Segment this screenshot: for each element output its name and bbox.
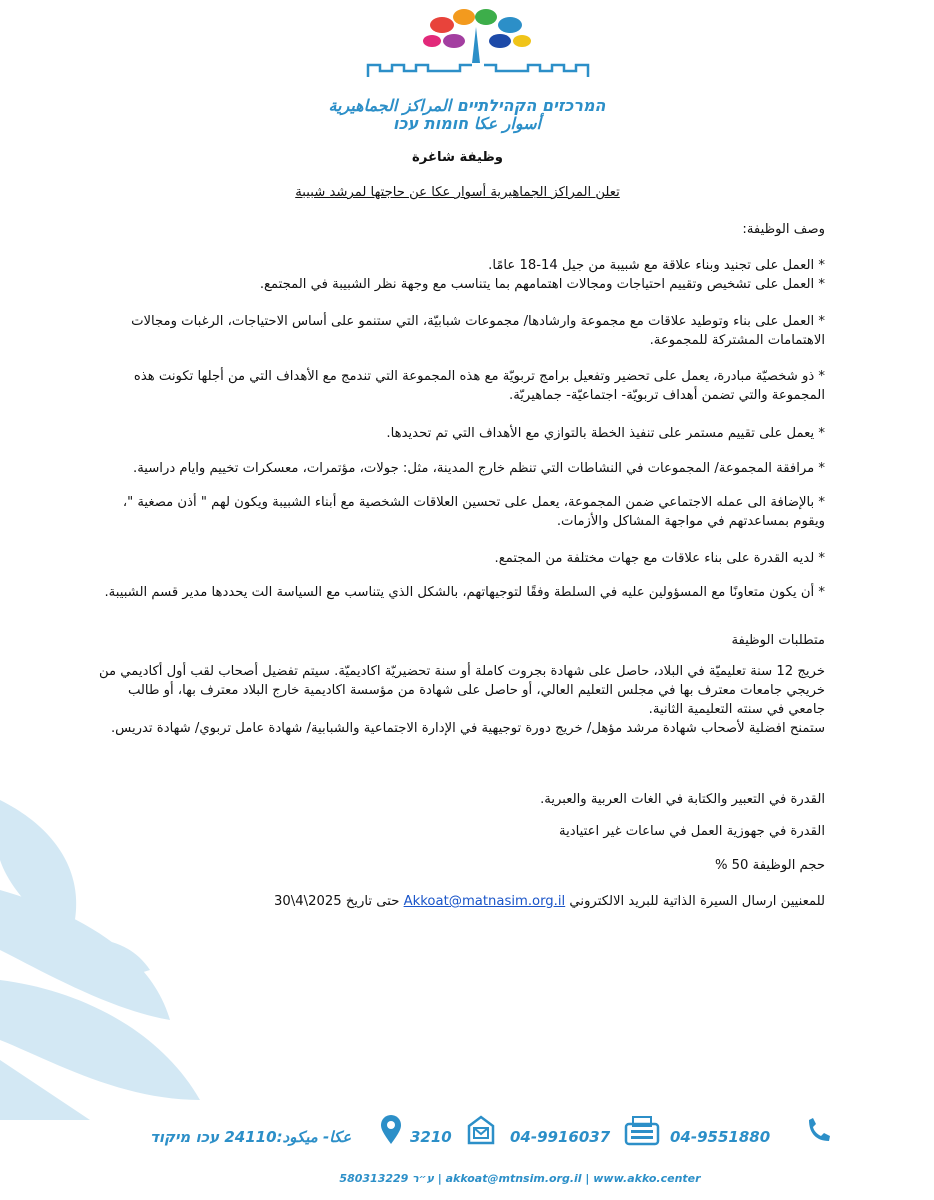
- footer-fax: 04-9916037: [510, 1128, 611, 1146]
- apply-deadline: حتى تاريخ 2025\4\30: [274, 894, 400, 909]
- description-item-8: * لديه القدرة على بناء علاقات مع جهات مختلفة من المجتمع.: [494, 551, 825, 566]
- doc-subtitle: تعلن المراكز الجماهيرية أسوار عكا عن حاجتها لمرشد شبيبة: [295, 185, 620, 200]
- description-heading: وصف الوظيفة:: [742, 222, 825, 237]
- description-item-5: * يعمل على تقييم مستمر على تنفيذ الخطة بالتوازي مع الأهداف التي تم تحديدها.: [386, 426, 825, 441]
- doc-title-block: [90, 148, 825, 167]
- requirements-heading: متطلبات الوظيفة: [731, 633, 825, 648]
- footer-pobox: 3210: [410, 1128, 452, 1146]
- apply-text: للمعنيين ارسال السيرة الذاتية للبريد الالكتروني: [569, 894, 825, 909]
- phone-icon: [805, 1114, 833, 1144]
- description-item-9: * أن يكون متعاونًا مع المسؤولين عليه في السلطة وفقًا لتوجيهاتهم، بالشكل الذي يتناسب مع السياسة الت يحددها مدير قسم الشبيبة.: [104, 585, 825, 600]
- org-name-line1: המרכזים הקהילתיים المراكز الجماهيرية: [328, 96, 606, 115]
- footer-address: عكا- ميكود:24110 עכו מיקוד: [150, 1128, 352, 1146]
- footer-phone: 04-9551880: [670, 1128, 771, 1146]
- requirement-5: حجم الوظيفة 50 %: [714, 858, 825, 873]
- requirement-3: القدرة في التعبير والكتابة في الغات العربية والعبرية.: [540, 792, 825, 807]
- mailbox-icon: [465, 1114, 497, 1146]
- org-name-line2: أسوار عكا חומות עכו: [393, 114, 541, 133]
- doc-title: وظيفة شاغرة: [412, 150, 503, 165]
- org-logo: [360, 5, 600, 80]
- decorative-watermark: [0, 800, 240, 1120]
- requirement-2: ستمنح افضلية لأصحاب شهادة مرشد مؤهل/ خريج دورة توجيهية في الإدارة الاجتماعية والشبابية/ شهادة عامل تربوي/ شهادة تدريس.: [110, 721, 825, 736]
- location-pin-icon: [378, 1114, 404, 1146]
- description-item-4: * ذو شخصيّة مبادرة، يعمل على تحضير وتفعيل برامج تربويّة مع هذه المجموعة التي تندمج مع الأهداف التي من أجلها تكونت هذه المجموعة والتي تضمن أهداف تربويّة- اجتماعيّة- جماهيريّة.: [133, 369, 825, 403]
- description-item-6: * مرافقة المجموعة/ المجموعات في النشاطات التي تنظم خارج المدينة، مثل: جولات، مؤتمرات، معسكرات تخييم وايام دراسية.: [133, 461, 825, 476]
- description-item-7: * بالإضافة الى عمله الاجتماعي ضمن المجموعة، يعمل على تحسين العلاقات الشخصية مع أبناء الشبيبة ويكون لهم " أذن مصغية "، ويقوم بمساعدتهم في مواجهة المشاكل والأزمات.: [122, 495, 825, 529]
- requirement-1: خريج 12 سنة تعليميّة في البلاد، حاصل على شهادة بجروت كاملة أو سنة تحضيريّة اكاديميّة. سيتم تفضيل أصحاب لقب أول أكاديمي من خريجي جامعات معترف بها في مجلس التعليم العالي، أو حاصل على شهادة من مؤسسة اكاديمية خارج البلاد معترف بها، أو طالب جامعي في سنته التعليمية الثانية.: [98, 664, 825, 717]
- description-item-2: * العمل على تشخيص وتقييم احتياجات ومجالات اهتمامهم بما يتناسب مع وجهة نظر الشبيبة في المجتمع.: [259, 277, 825, 292]
- description-item-1: * العمل على تجنيد وبناء علاقة مع شبيبة من جيل 14-18 عامًا.: [488, 258, 825, 273]
- fax-icon: [622, 1114, 662, 1148]
- footer-contact-line: 580313229 ע״ר | akkoat@mtnsim.org.il | www.akko.center: [339, 1172, 701, 1185]
- apply-line: [90, 892, 825, 911]
- requirement-4: القدرة في جهوزية العمل في ساعات غير اعتيادية: [559, 824, 825, 839]
- description-item-3: * العمل على بناء وتوطيد علاقات مع مجموعة وارشادها/ مجموعات شبابيّة، التي ستنمو على أساس الاحتياجات، الرغبات ومجالات الاهتمامات المشتركة للمجموعة.: [131, 314, 825, 348]
- apply-email-link[interactable]: Akkoat@matnasim.org.il: [403, 894, 566, 909]
